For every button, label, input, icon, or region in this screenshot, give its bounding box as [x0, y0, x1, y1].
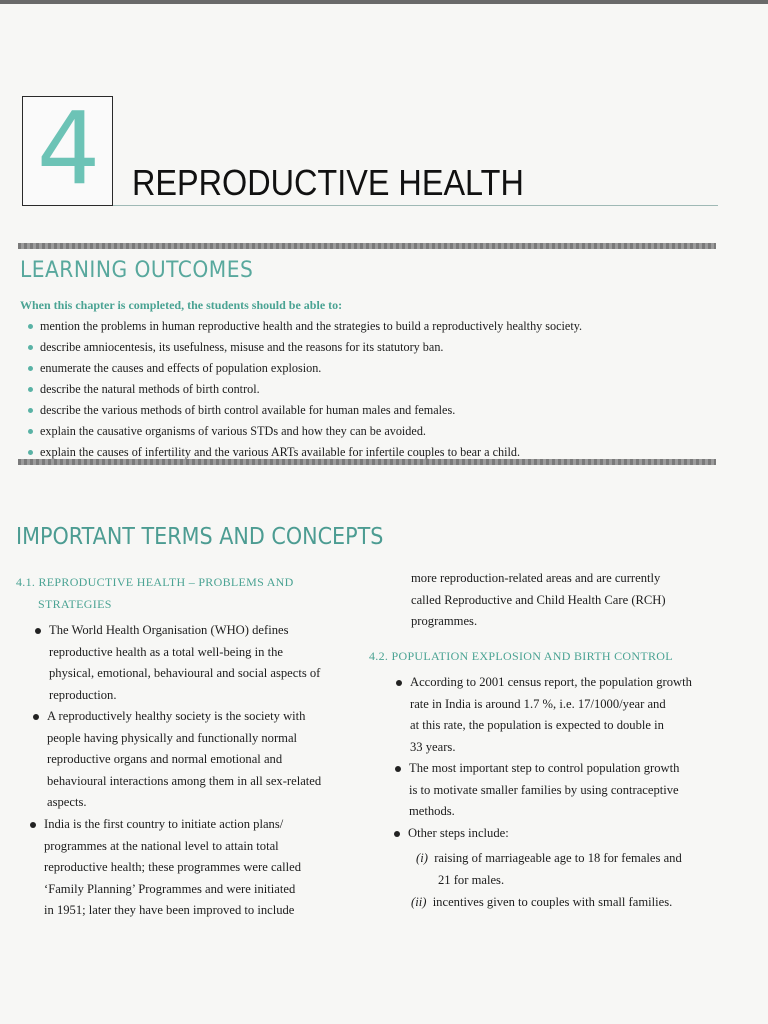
list-item: explain the causative organisms of various STDs and how they can be avoided.: [26, 421, 582, 442]
learning-outcomes-top-band: [18, 243, 716, 249]
title-underline: [113, 205, 718, 206]
bullet-icon: [30, 822, 36, 828]
page-top-edge: [0, 0, 768, 4]
list-item: mention the problems in human reproductive health and the strategies to build a reproductively healthy society.: [26, 316, 582, 337]
section-4-2-heading: 4.2. POPULATION EXPLOSION AND BIRTH CONTROL: [369, 649, 673, 663]
chapter-number-box: [22, 90, 113, 207]
section-4-1-heading-line2: STRATEGIES: [38, 597, 112, 611]
section-4-2-bullet-1: According to 2001 census report, the population growth rate in India is around 1.7 %, i.e. 17/1000/year and at this rate, the population is expected to double in 33 years.: [410, 672, 730, 758]
section-4-1-continuation: more reproduction-related areas and are currently called Reproductive and Child Health Care (RCH) programmes.: [411, 571, 666, 628]
list-item: describe the natural methods of birth control.: [26, 379, 582, 400]
bullet-icon: [35, 628, 41, 634]
bullet-icon: [396, 680, 402, 686]
learning-outcomes-heading: LEARNING OUTCOMES: [20, 258, 254, 283]
list-item: describe amniocentesis, its usefulness, misuse and the reasons for its statutory ban.: [26, 337, 582, 358]
section-4-1-bullet-3: India is the first country to initiate action plans/ programmes at the national level to attain total reproductive health; these programmes were called ‘Family Planning’ Programmes and were initiated in 1951; later they have been improved to include: [44, 814, 364, 922]
section-4-2-sub-item-ii: (ii) incentives given to couples with small families.: [411, 895, 673, 909]
chapter-number: 4: [36, 90, 101, 207]
section-4-1-bullet-1: The World Health Organisation (WHO) defines reproductive health as a total well-being in the physical, emotional, behavioural and social aspects of reproduction.: [49, 620, 369, 706]
chapter-title: REPRODUCTIVE HEALTH: [132, 162, 524, 203]
list-item: enumerate the causes and effects of population explosion.: [26, 358, 582, 379]
learning-outcomes-list: [26, 316, 582, 463]
list-item: explain the causes of infertility and the various ARTs available for infertile couples to bear a child.: [26, 442, 582, 463]
important-terms-heading: IMPORTANT TERMS AND CONCEPTS: [16, 524, 384, 550]
learning-outcomes-bottom-band: [18, 459, 716, 465]
bullet-icon: [28, 450, 33, 455]
section-4-1-bullet-2: A reproductively healthy society is the society with people having physically and functionally normal reproductive organs and normal emotional and behavioural interactions among them in all sex-related aspects.: [47, 706, 367, 814]
section-4-2-sub-item-i: (i) raising of marriageable age to 18 for females and 21 for males.: [416, 851, 682, 887]
bullet-icon: [28, 429, 33, 434]
bullet-icon: [28, 408, 33, 413]
bullet-icon: [395, 766, 401, 772]
section-4-2-bullet-2: The most important step to control population growth is to motivate smaller families by using contraceptive methods.: [409, 758, 729, 823]
bullet-icon: [28, 387, 33, 392]
bullet-icon: [28, 366, 33, 371]
list-item: describe the various methods of birth control available for human males and females.: [26, 400, 582, 421]
section-4-2-bullet-3: Other steps include:: [408, 823, 728, 845]
bullet-icon: [394, 831, 400, 837]
bullet-icon: [28, 345, 33, 350]
section-4-1-heading-line1: 4.1. REPRODUCTIVE HEALTH – PROBLEMS AND: [16, 575, 294, 589]
learning-outcomes-intro: When this chapter is completed, the students should be able to:: [20, 298, 343, 312]
bullet-icon: [33, 714, 39, 720]
bullet-icon: [28, 324, 33, 329]
